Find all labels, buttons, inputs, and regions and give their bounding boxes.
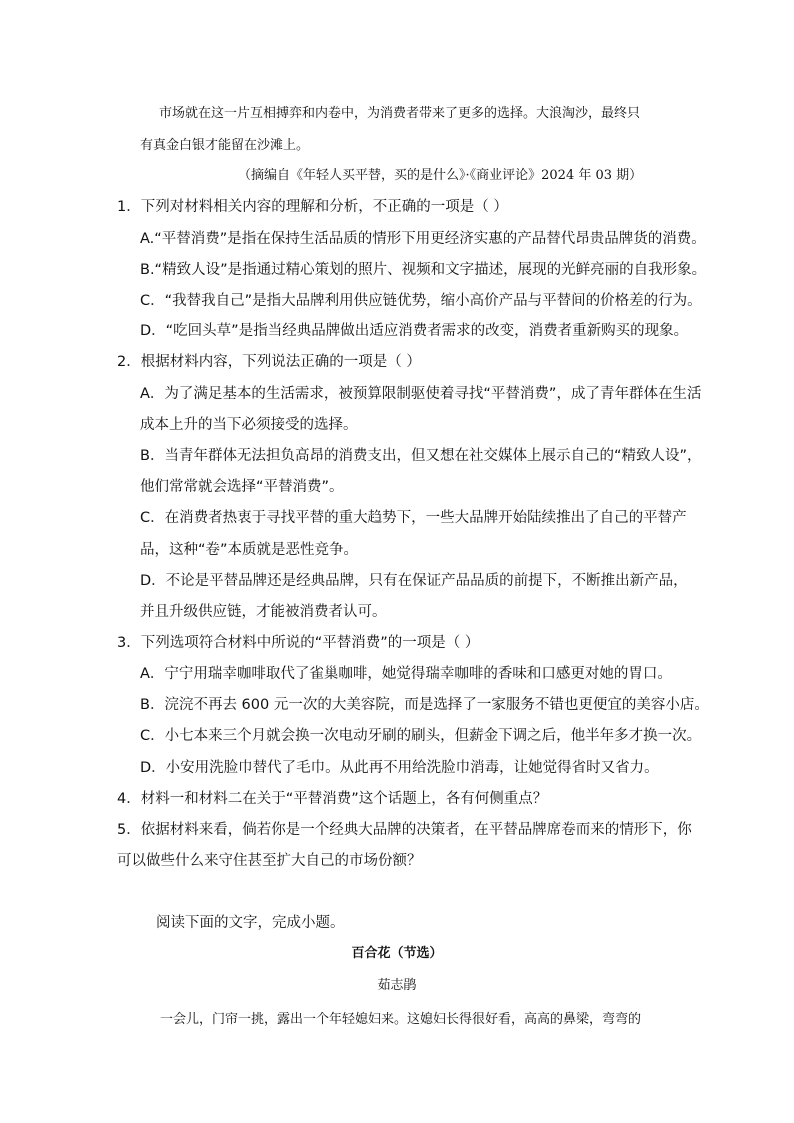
intro-line-2: 有真金白银才能留在沙滩上。 bbox=[140, 138, 310, 153]
question-1-stem: 1．下列对材料相关内容的理解和分析，不正确的一项是（ ） bbox=[117, 199, 508, 215]
question-3-option-c: C．小七本来三个月就会换一次电动牙刷的刷头，但薪金下调之后，他半年多才换一次。 bbox=[140, 728, 702, 744]
question-4: 4．材料一和材料二在关于“平替消费”这个话题上，各有何侧重点？ bbox=[117, 791, 548, 807]
question-2-option-d: D．不论是平替品牌还是经典品牌，只有在保证产品品质的前提下，不断推出新产品， bbox=[140, 573, 688, 589]
question-5-line-2: 可以做些什么来守住甚至扩大自己的市场份额？ bbox=[117, 853, 422, 869]
passage-title: 百合花（节选） bbox=[351, 946, 443, 961]
question-2-option-b-cont: 他们常常就会选择“平替消费”。 bbox=[140, 479, 344, 495]
reading-instruction: 阅读下面的文字，完成小题。 bbox=[156, 915, 345, 931]
question-3-option-a: A．宁宁用瑞幸咖啡取代了雀巢咖啡，她觉得瑞幸咖啡的香味和口感更对她的胃口。 bbox=[140, 666, 672, 682]
question-1-option-b: B.“精致人设”是指通过精心策划的照片、视频和文字描述，展现的光鲜亮丽的自我形象。 bbox=[140, 262, 707, 278]
question-2-option-a-cont: 成本上升的当下必须接受的选择。 bbox=[140, 417, 358, 433]
question-5-line-1: 5．依据材料来看，倘若你是一个经典大品牌的决策者，在平替品牌席卷而来的情形下，你 bbox=[117, 822, 692, 838]
question-3-stem: 3．下列选项符合材料中所说的“平替消费”的一项是（ ） bbox=[117, 635, 480, 651]
question-2-option-c-cont: 品，这种“卷”本质就是恶性竞争。 bbox=[140, 542, 359, 558]
question-1-option-a: A.“平替消费”是指在保持生活品质的情形下用更经济实惠的产品替代昂贵品牌货的消费。 bbox=[140, 231, 706, 247]
source-citation: （摘编自《年轻人买平替，买的是什么》·《商业评论》2024 年 03 期） bbox=[238, 168, 643, 183]
question-1-option-c: C．“我替我自己”是指大品牌利用供应链优势，缩小高价产品与平替间的价格差的行为。 bbox=[140, 293, 702, 309]
question-2-option-a: A．为了满足基本的生活需求，被预算限制驱使着寻找“平替消费”，成了青年群体在生活 bbox=[140, 386, 702, 402]
passage-author: 茹志鹃 bbox=[377, 978, 417, 993]
passage-first-line: 一会儿，门帘一挑，露出一个年轻媳妇来。这媳妇长得很好看，高高的鼻梁，弯弯的 bbox=[160, 1012, 642, 1027]
question-2-option-d-cont: 并且升级供应链，才能被消费者认可。 bbox=[140, 604, 387, 620]
question-3-option-d: D．小安用洗脸巾替代了毛巾。从此再不用给洗脸巾消毒，让她觉得省时又省力。 bbox=[140, 760, 659, 776]
question-2-option-c: C．在消费者热衷于寻找平替的重大趋势下，一些大品牌开始陆续推出了自己的平替产 bbox=[140, 510, 687, 526]
question-2-stem: 2．根据材料内容，下列说法正确的一项是（ ） bbox=[117, 354, 421, 370]
question-3-option-b: B．浣浣不再去 600 元一次的大美容院，而是选择了一家服务不错也更便宜的美容小店。 bbox=[140, 697, 709, 713]
question-2-option-b: B．当青年群体无法担负高昂的消费支出，但又想在社交媒体上展示自己的“精致人设”， bbox=[140, 448, 702, 464]
intro-line-1: 市场就在这一片互相搏弈和内卷中，为消费者带来了更多的选择。大浪淘沙，最终只 bbox=[159, 106, 641, 121]
question-1-option-d: D．“吃回头草”是指当经典品牌做出适应消费者需求的改变，消费者重新购买的现象。 bbox=[140, 323, 689, 339]
